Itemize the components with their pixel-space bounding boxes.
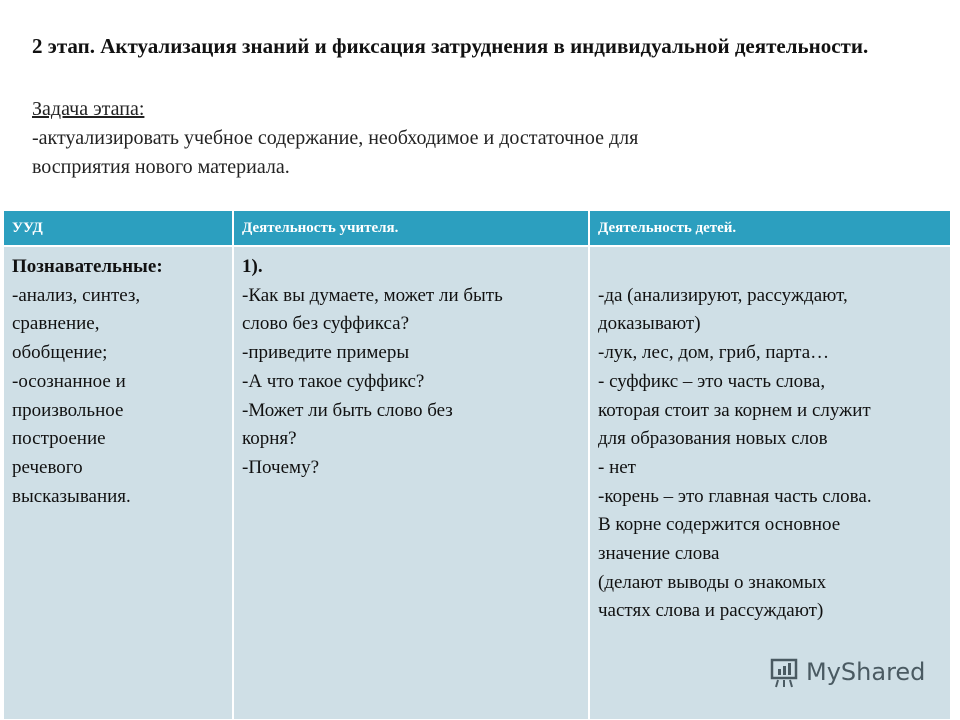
- cell-line: частях слова и рассуждают): [598, 600, 824, 622]
- cell-line: -А что такое суффикс?: [242, 370, 425, 392]
- cell-line: обобщение;: [12, 342, 108, 364]
- task-block: [32, 95, 638, 182]
- cell-line: произвольное: [12, 399, 124, 421]
- cell-uud: [4, 247, 232, 719]
- task-label: Задача этапа:: [32, 98, 145, 120]
- cell-line: В корне содержится основное: [598, 514, 841, 536]
- cell-line: построение: [12, 428, 106, 450]
- cell-line: (делают выводы о знакомых: [598, 571, 827, 593]
- cell-line: - нет: [598, 456, 636, 478]
- activity-table: [2, 211, 952, 719]
- cell-children: [590, 247, 950, 719]
- cell-line: - суффикс – это часть слова,: [598, 370, 826, 392]
- header-uud: УУД: [4, 211, 232, 247]
- slide-title: 2 этап. Актуализация знаний и фиксация затруднения в индивидуальной деятельности.: [32, 34, 869, 58]
- cell-line: -анализ, синтез,: [12, 284, 141, 306]
- cell-line: значение слова: [598, 543, 720, 565]
- cell-line: для образования новых слов: [598, 428, 828, 450]
- cell-line: корня?: [242, 428, 297, 450]
- cell-line: речевого: [12, 456, 83, 478]
- cell-line: -лук, лес, дом, гриб, парта…: [598, 342, 830, 364]
- presentation-board-icon: [768, 655, 800, 689]
- cell-line: сравнение,: [12, 313, 100, 335]
- cell-line: высказывания.: [12, 485, 131, 507]
- cell-line: -Почему?: [242, 456, 320, 478]
- cell-heading: 1).: [242, 256, 263, 277]
- cell-line: -осознанное и: [12, 370, 126, 392]
- cell-heading: Познавательные:: [12, 256, 163, 277]
- cell-line: -Как вы думаете, может ли быть: [242, 284, 503, 306]
- header-children: Деятельность детей.: [590, 211, 950, 247]
- watermark-logo: [768, 655, 925, 689]
- cell-line: доказывают): [598, 313, 701, 335]
- task-line: восприятия нового материала.: [32, 156, 290, 178]
- task-line: -актуализировать учебное содержание, необходимое и достаточное для: [32, 127, 639, 149]
- cell-line: слово без суффикса?: [242, 313, 410, 335]
- cell-line: -приведите примеры: [242, 342, 410, 364]
- cell-line: которая стоит за корнем и служит: [598, 399, 871, 421]
- cell-line: -корень – это главная часть слова.: [598, 485, 872, 507]
- header-teacher: Деятельность учителя.: [234, 211, 588, 247]
- cell-line: -да (анализируют, рассуждают,: [598, 284, 848, 306]
- cell-line: -Может ли быть слово без: [242, 399, 453, 421]
- cell-teacher: [234, 247, 588, 719]
- watermark-text: MyShared: [806, 658, 926, 686]
